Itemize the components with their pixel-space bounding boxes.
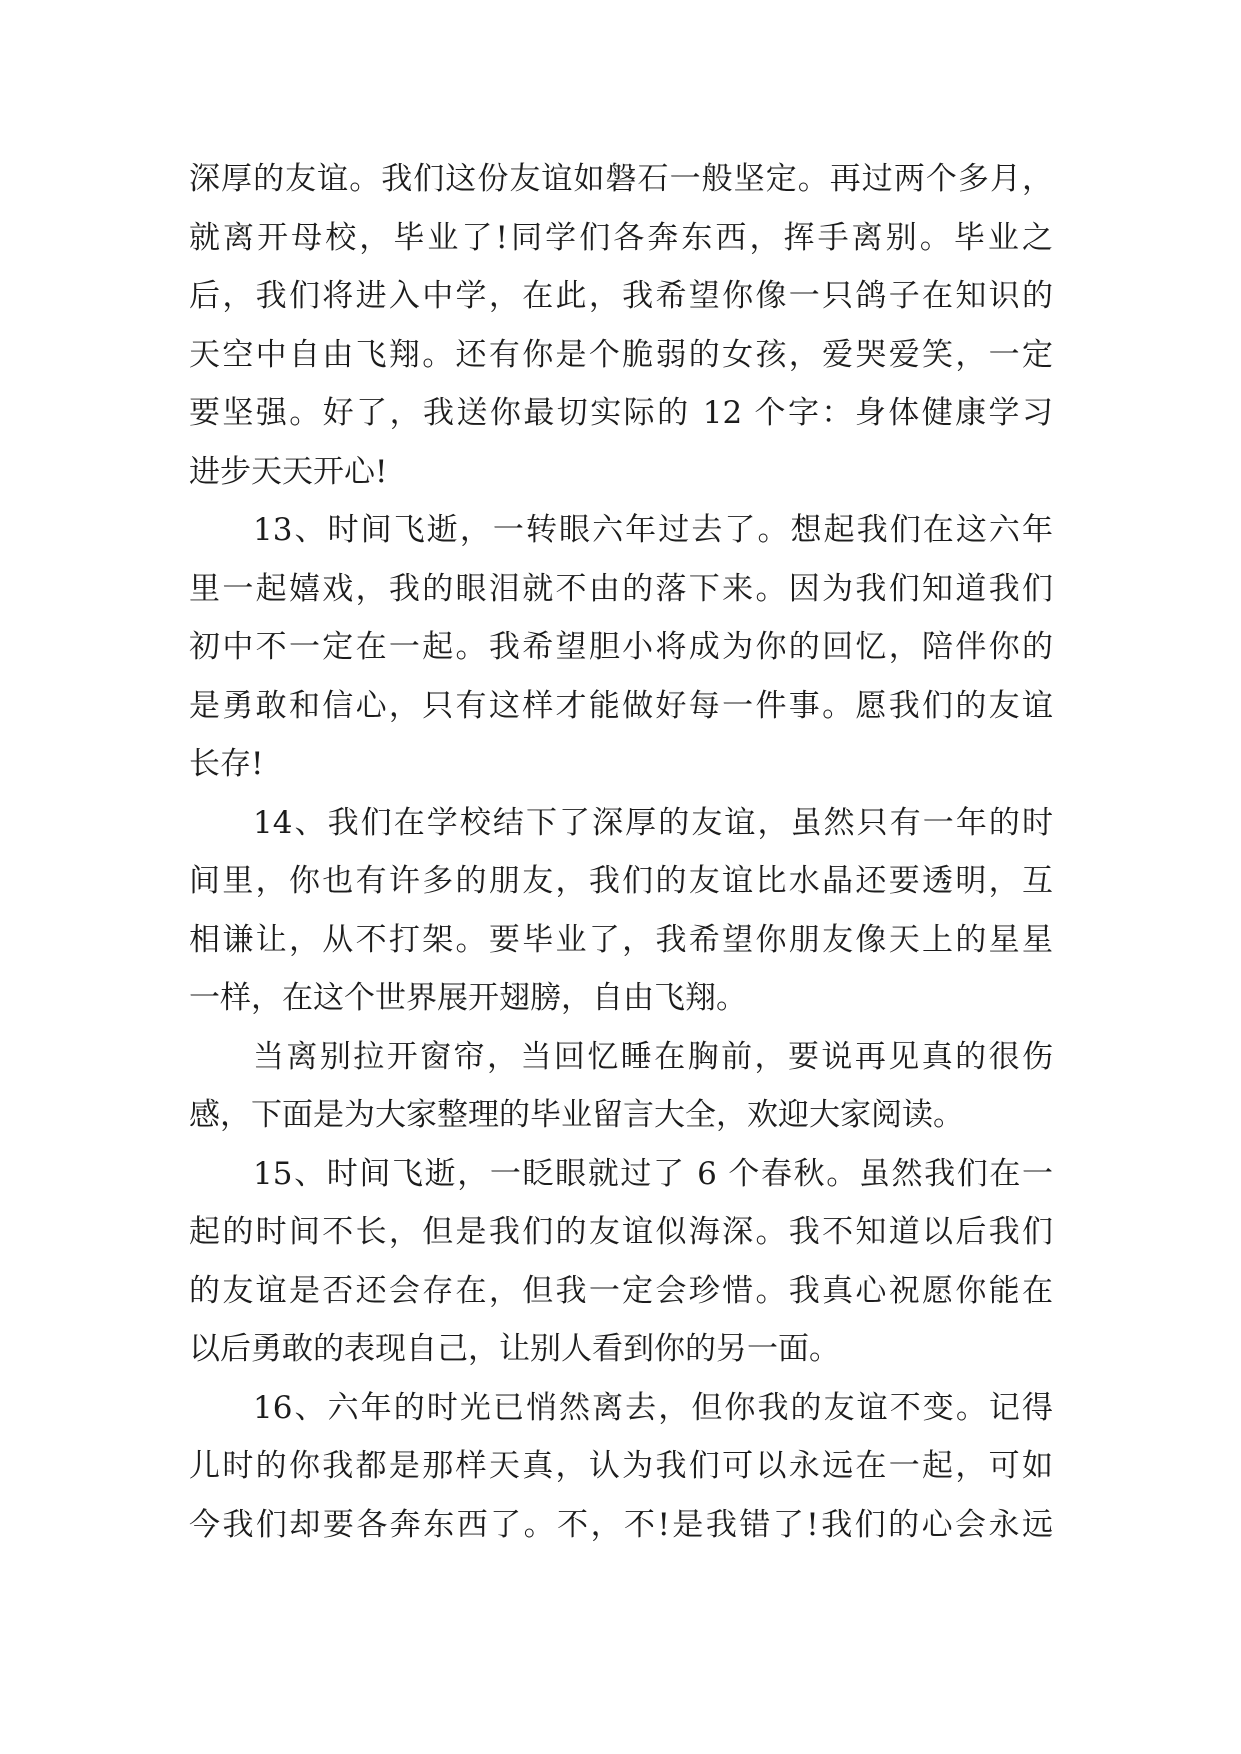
text-line: 深厚的友谊。我们这份友谊如磐石一般坚定。再过两个多月， (189, 161, 1053, 197)
text-line: 是勇敢和信心，只有这样才能做好每一件事。愿我们的友谊 (189, 687, 1053, 724)
paragraph-continuation (189, 150, 1053, 501)
paragraph-intro (189, 1028, 1053, 1145)
text-line: 儿时的你我都是那样天真，认为我们可以永远在一起，可如 (189, 1448, 1053, 1484)
text-line: 的友谊是否还会存在，但我一定会珍惜。我真心祝愿你能在 (189, 1272, 1053, 1309)
text-line: 间里，你也有许多的朋友，我们的友谊比水晶还要透明，互 (189, 863, 1053, 899)
text-line: 进步天天开心! (189, 453, 388, 490)
paragraph-14 (189, 794, 1053, 1028)
text-line: 15、时间飞逝，一眨眼就过了 6 个春秋。虽然我们在一 (253, 1155, 1053, 1192)
text-line: 14、我们在学校结下了深厚的友谊，虽然只有一年的时 (253, 804, 1053, 841)
paragraph-15 (189, 1145, 1053, 1379)
text-line: 里一起嬉戏，我的眼泪就不由的落下来。因为我们知道我们 (189, 570, 1053, 607)
text-line: 后，我们将进入中学，在此，我希望你像一只鸽子在知识的 (189, 278, 1053, 314)
paragraph-16 (189, 1379, 1053, 1555)
paragraph-13 (189, 501, 1053, 794)
text-line: 以后勇敢的表现自己，让别人看到你的另一面。 (189, 1331, 840, 1367)
text-line: 感，下面是为大家整理的毕业留言大全，欢迎大家阅读。 (189, 1097, 964, 1133)
text-line: 要坚强。好了，我送你最切实际的 12 个字：身体健康学习 (189, 395, 1053, 431)
text-line: 起的时间不长，但是我们的友谊似海深。我不知道以后我们 (189, 1214, 1053, 1250)
text-line: 今我们却要各奔东西了。不，不!是我错了!我们的心会永远 (189, 1506, 1053, 1543)
text-line: 就离开母校，毕业了!同学们各奔东西，挥手离别。毕业之 (189, 219, 1053, 256)
text-line: 13、时间飞逝，一转眼六年过去了。想起我们在这六年 (253, 512, 1053, 548)
text-line: 初中不一定在一起。我希望胆小将成为你的回忆，陪伴你的 (189, 629, 1053, 665)
text-line: 天空中自由飞翔。还有你是个脆弱的女孩，爱哭爱笑，一定 (189, 336, 1053, 373)
text-line: 当离别拉开窗帘，当回忆睡在胸前，要说再见真的很伤 (253, 1038, 1053, 1075)
text-line: 16、六年的时光已悄然离去，但你我的友谊不变。记得 (253, 1389, 1053, 1426)
text-line: 相谦让，从不打架。要毕业了，我希望你朋友像天上的星星 (189, 921, 1053, 958)
text-line: 一样，在这个世界展开翅膀，自由飞翔。 (189, 980, 747, 1016)
document-body (189, 150, 1053, 1554)
text-line: 长存! (189, 746, 264, 782)
